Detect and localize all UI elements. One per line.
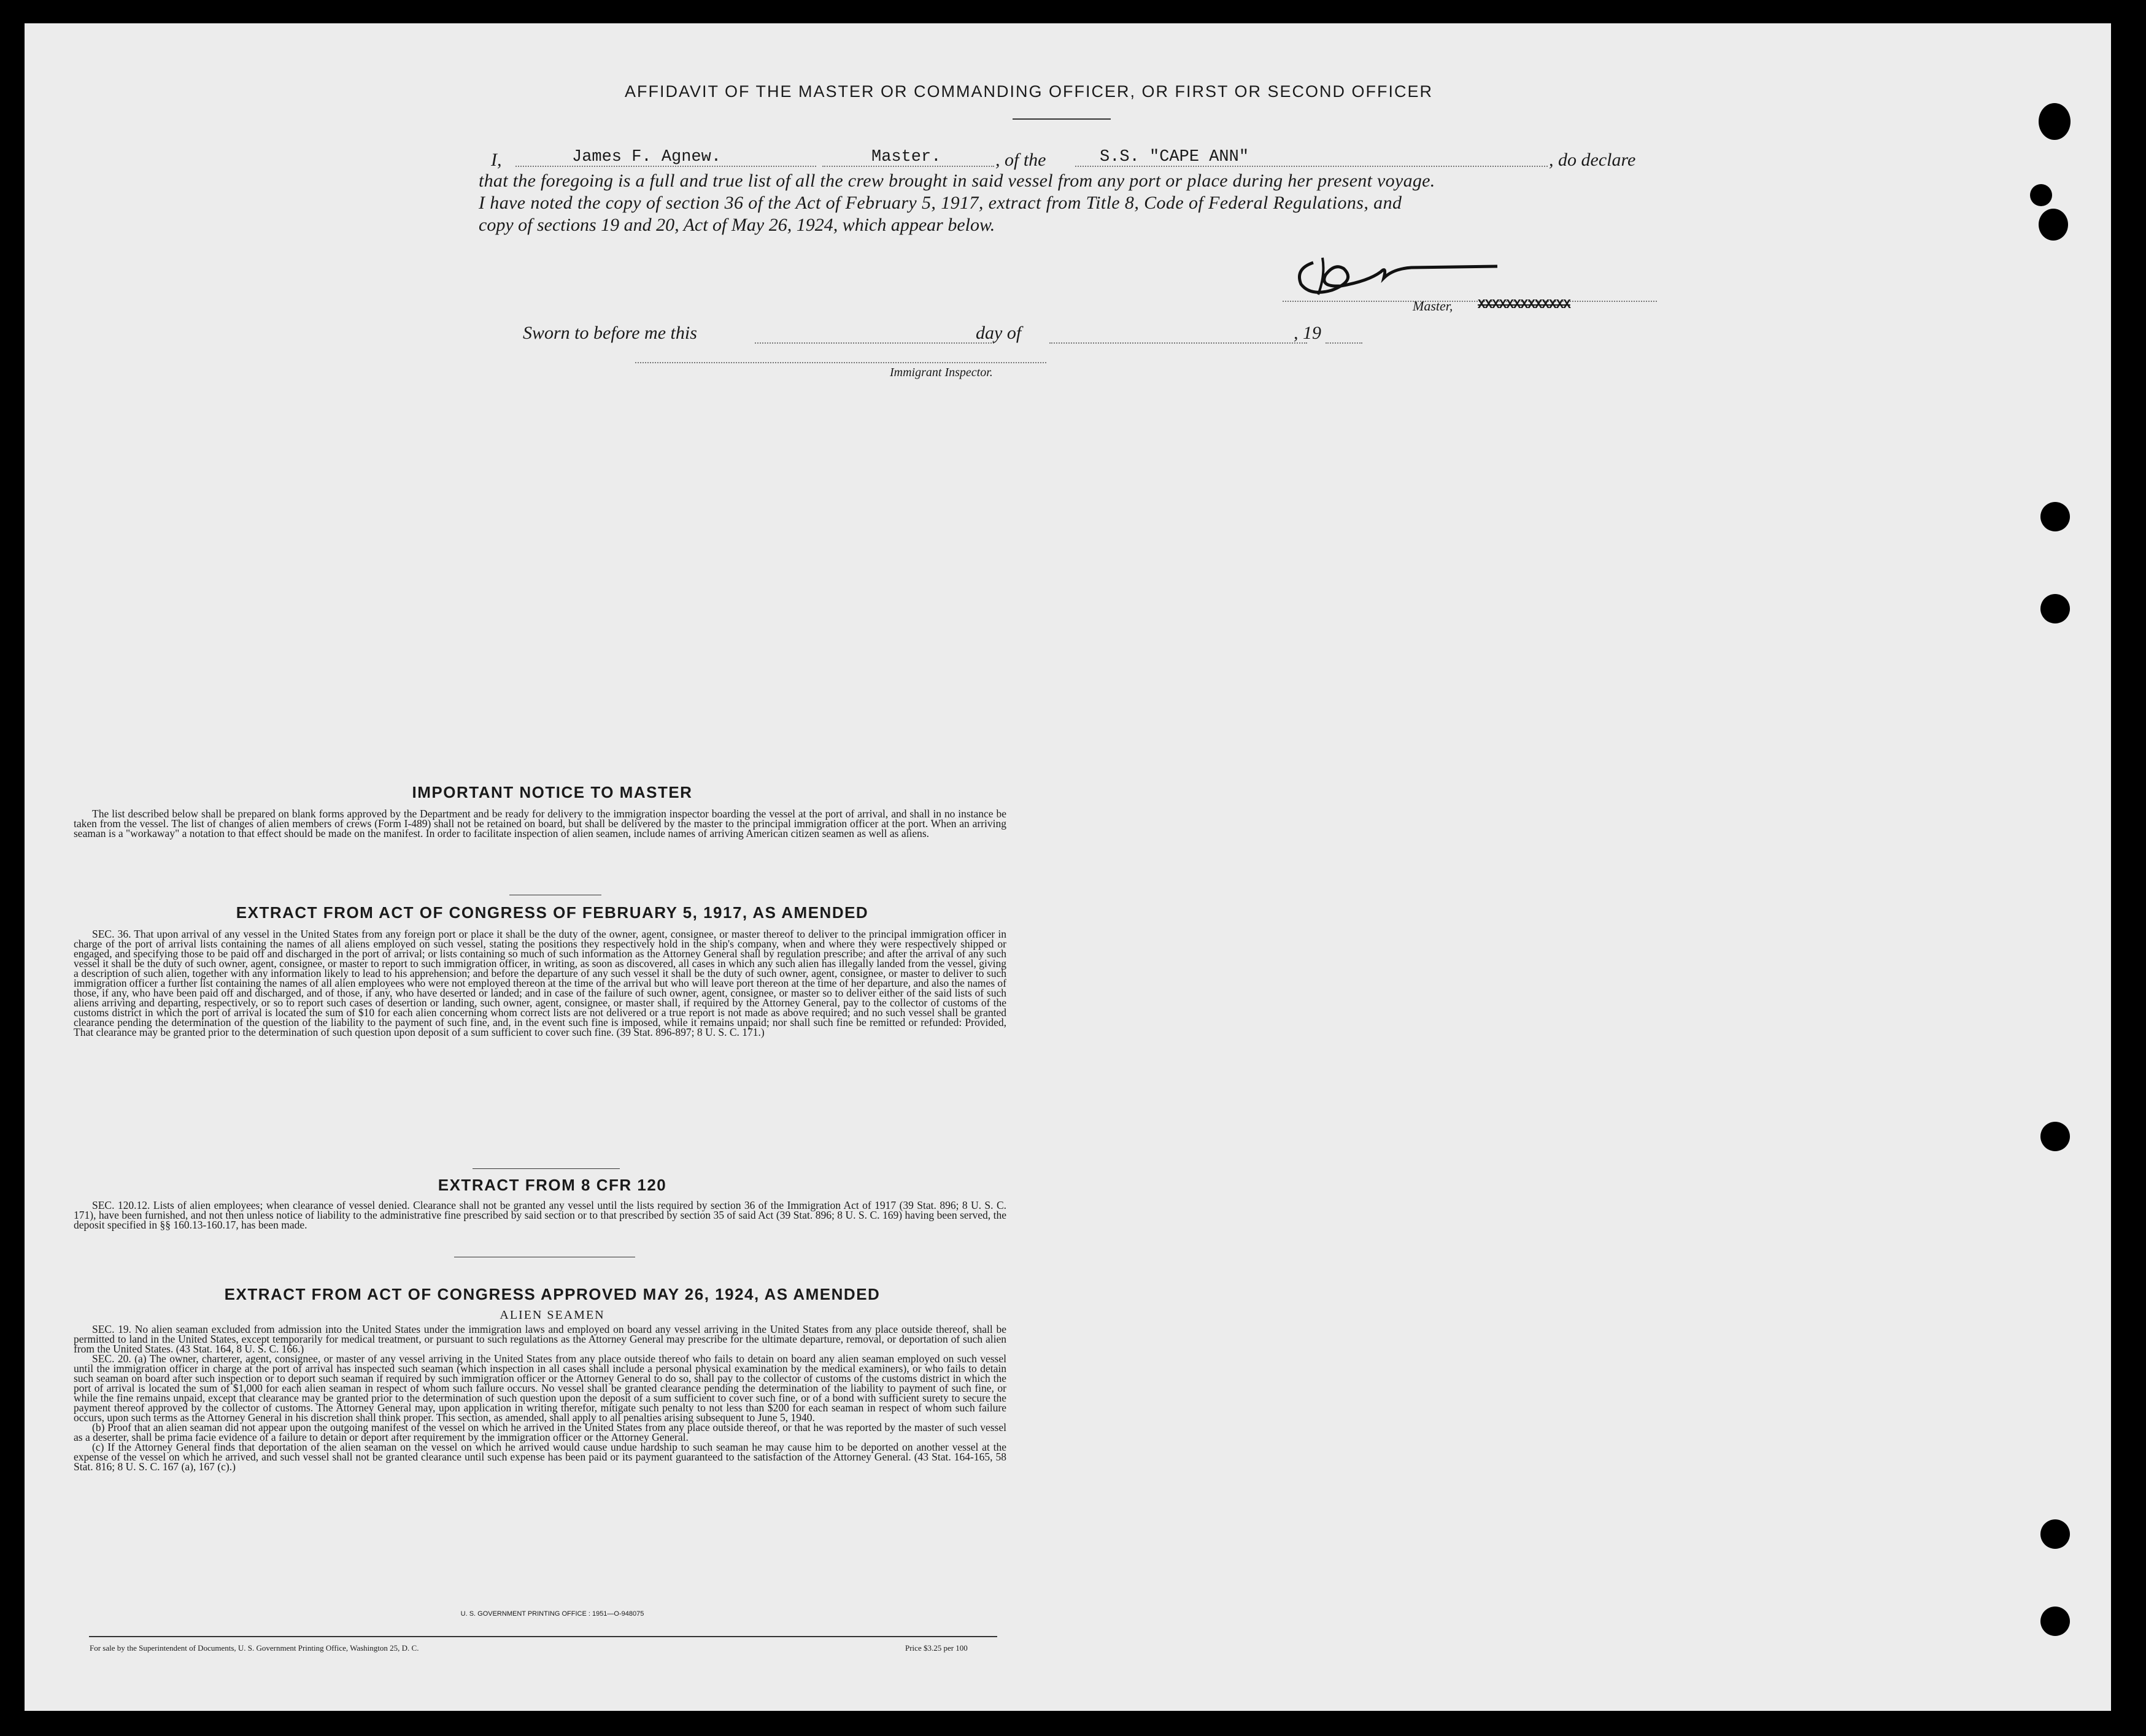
sworn-label: Sworn to before me this [523, 323, 697, 343]
extract-cfr-title: EXTRACT FROM 8 CFR 120 [438, 1176, 667, 1194]
punch-hole [2040, 502, 2070, 531]
punch-hole [2040, 1607, 2070, 1636]
year-dotted-line [1326, 342, 1362, 344]
punch-hole [2040, 594, 2070, 623]
inspector-label: Immigrant Inspector. [890, 366, 993, 379]
printing-office-line: U. S. GOVERNMENT PRINTING OFFICE : 1951—O-948075 [460, 1610, 644, 1618]
master-name: James F. Agnew. [572, 148, 722, 166]
notice-paragraph: The list described below shall be prepared on blank forms approved by the Department and be ready for delivery to the immigration inspector boarding the vessel at the port of arrival, and shall in no instance be taken from the vessel. The list of changes of alien members of crews (Form I-489) shall not be retained on board, but shall be delivered by the master to the principal immigration officer at the port. When an arriving seaman is a "workaway" a notation to that effect should be made on the manifest. In order to facilitate inspection of alien seamen, include names of arriving American citizen seamen as well as aliens. [74, 808, 1006, 839]
day-of-label: day of [976, 323, 1022, 343]
of-the-label: , of the [995, 150, 1046, 170]
vessel-dotted-line [1075, 166, 1548, 167]
punch-hole [2040, 1122, 2070, 1151]
sworn-dotted-line [755, 342, 994, 344]
do-declare-label: , do declare [1549, 150, 1636, 170]
footer-rule [89, 1636, 997, 1637]
affidavit-line3: I have noted the copy of section 36 of the Act of February 5, 1917, extract from Title 8, Code of Federal Regulations, and [479, 193, 1402, 213]
sec20b-paragraph: (b) Proof that an alien seaman did not appear upon the outgoing manifest of the vessel on which he arrived in the United States from any place outside thereof, or that he was reported by the master of such vessel as a deserter, shall be prima facie evidence of a failure to detain or deport after requirement by the immigration officer or the Attorney General. [74, 1421, 1006, 1443]
sec36-paragraph: SEC. 36. That upon arrival of any vessel in the United States from any foreign port or place it shall be the duty of the owner, agent, consignee, or master thereof to deliver to the principal immigration officer in charge of the port of arrival lists containing the names of all aliens employed on such vessel, stating the positions they respectively hold in the ship's company, when and where they were respectively shipped or engaged, and specifying those to be paid off and discharged in the port of arrival; or lists containing so much of such information as the Attorney General shall by regulation prescribe; and after the arrival of any such vessel it shall be the duty of such owner, agent, consignee, or master to report to such immigration officer, in writing, as soon as discovered, all cases in which any such alien has illegally landed from the vessel, giving a description of such alien, together with any information likely to lead to his apprehension; and before the departure of any such vessel it shall be the duty of such owner, agent, consignee, or master to deliver to such immigration officer a further list containing the names of all alien employees who were not employed thereon at the time of the arrival but who will leave port thereon at the time of her departure, and also the names of those, if any, who have been paid off and discharged, and of those, if any, who have deserted or landed; and in case of the failure of such owner, agent, consignee, or master so to deliver either of the said lists of such aliens arriving and departing, respectively, or so to report such cases of desertion or landing, such owner, agent, consignee, or master shall, if required by the Attorney General, pay to the collector of customs of the customs district in which the port of arrival is located the sum of $10 for each alien concerning whom correct lists are not delivered or a true report is not made as above required; and no such vessel shall be granted clearance pending the determination of the question of the liability to the payment of such fine, and, in the event such fine is imposed, while it remains unpaid; nor shall such fine be remitted or refunded: Provided, That clearance may be granted prior to the determination of such question upon deposit of a sum sufficient to cover such fine. (39 Stat. 896-897; 8 U. S. C. 171.) [74, 928, 1006, 1038]
rank-dotted-line [822, 166, 994, 167]
affidavit-i: I, [491, 150, 502, 170]
inspector-dotted-line [635, 362, 1046, 363]
sec120-paragraph: SEC. 120.12. Lists of alien employees; when clearance of vessel denied. Clearance shall not be granted any vessel until the lists required by section 36 of the Immigration Act of 1917 (39 Stat. 896; 8 U. S. C. 171), have been furnished, and not then unless notice of liability to the administrative fine prescribed by said section or to that prescribed by section 35 of said Act (39 Stat. 896; 8 U. S. C. 169) having been served, the deposit specified in §§ 160.13-160.17, has been made. [74, 1199, 1006, 1231]
extract-1924-text [74, 1324, 1006, 1472]
punch-hole [2039, 209, 2068, 241]
day-dotted-line [1049, 342, 1307, 344]
extract-1917-divider [473, 1168, 620, 1169]
extract-1917-text [74, 929, 1006, 1037]
punch-hole [2039, 103, 2071, 140]
price-line: Price $3.25 per 100 [905, 1643, 968, 1653]
vessel-name: S.S. "CAPE ANN" [1100, 148, 1249, 166]
affidavit-line4: copy of sections 19 and 20, Act of May 26, 1924, which appear below. [479, 215, 995, 235]
sec20c-paragraph: (c) If the Attorney General finds that deportation of the alien seaman on the vessel on which he arrived would cause undue hardship to such seaman he may cause him to be deported on another vessel at the expense of the vessel on which he arrived, and such vessel shall not be granted clearance until such expense has been paid or its payment guaranteed to the satisfaction of the Attorney General. (43 Stat. 164-165, 58 Stat. 816; 8 U. S. C. 167 (a), 167 (c).) [74, 1441, 1006, 1473]
name-dotted-line [515, 166, 816, 167]
affidavit-title: AFFIDAVIT OF THE MASTER OR COMMANDING OFFICER, OR FIRST OR SECOND OFFICER [625, 82, 1434, 101]
master-label: Master, [1413, 298, 1453, 314]
title-divider [1013, 118, 1111, 120]
alien-seamen-subtitle: ALIEN SEAMEN [500, 1308, 605, 1322]
master-rank: Master. [871, 148, 941, 166]
extract-1917-title: EXTRACT FROM ACT OF CONGRESS OF FEBRUARY 5, 1917, AS AMENDED [236, 903, 869, 922]
extract-1924-title: EXTRACT FROM ACT OF CONGRESS APPROVED MAY 26, 1924, AS AMENDED [224, 1285, 881, 1303]
year-label: , 19 [1294, 323, 1321, 343]
for-sale-line: For sale by the Superintendent of Documents, U. S. Government Printing Office, Washington 25, D. C. [90, 1643, 419, 1653]
sec20a-paragraph: SEC. 20. (a) The owner, charterer, agent, consignee, or master of any vessel arriving in the United States from any place outside thereof who fails to detain on board any alien seaman employed on such vessel until the immigration officer in charge at the port of arrival has inspected such seaman (which inspection in all cases shall include a personal physical examination by the medical examiners), or who fails to detain such seaman on board after such inspection or to deport such seaman if required by such immigration officer or the Attorney General to do so, shall pay to the collector of customs of the customs district in which the port of arrival is located the sum of $1,000 for each alien seaman in respect of whom such failure occurs. No vessel shall be granted clearance pending the determination of the liability to payment of such fine, or while the fine remains unpaid, except that clearance may be granted prior to the determination of such question upon the deposit of a sum sufficient to cover such fine, or of a bond with sufficient surety to secure the payment thereof approved by the collector of customs. The Attorney General may, upon application in writing therefor, mitigate such penalty to not less than $200 for each seaman in respect of whom such failure occurs, upon such terms as the Attorney General in his discretion shall think proper. This section, as amended, shall apply to all penalties arising subsequent to June 5, 1940. [74, 1352, 1006, 1424]
notice-title: IMPORTANT NOTICE TO MASTER [412, 783, 693, 801]
affidavit-line2: that the foregoing is a full and true list of all the crew brought in said vessel from any port or place during her present voyage. [479, 171, 1435, 191]
sec19-paragraph: SEC. 19. No alien seaman excluded from admission into the United States under the immigration laws and employed on board any vessel arriving in the United States from any place outside thereof, shall be permitted to land in the United States, except temporarily for medical treatment, or pursuant to such regulations as the Attorney General may prescribe for the ultimate departure, removal, or deportation of such alien from the United States. (43 Stat. 164, 8 U. S. C. 166.) [74, 1323, 1006, 1355]
master-signature [1289, 250, 1546, 306]
struck-officer-title: XXXXXXXXXXXXX [1478, 298, 1570, 312]
punch-hole [2040, 1519, 2070, 1549]
extract-cfr-text [74, 1200, 1006, 1230]
punch-hole [2030, 184, 2052, 206]
document-page [25, 23, 2111, 1711]
signature-dotted-line [1283, 301, 1657, 302]
notice-text [74, 809, 1006, 838]
